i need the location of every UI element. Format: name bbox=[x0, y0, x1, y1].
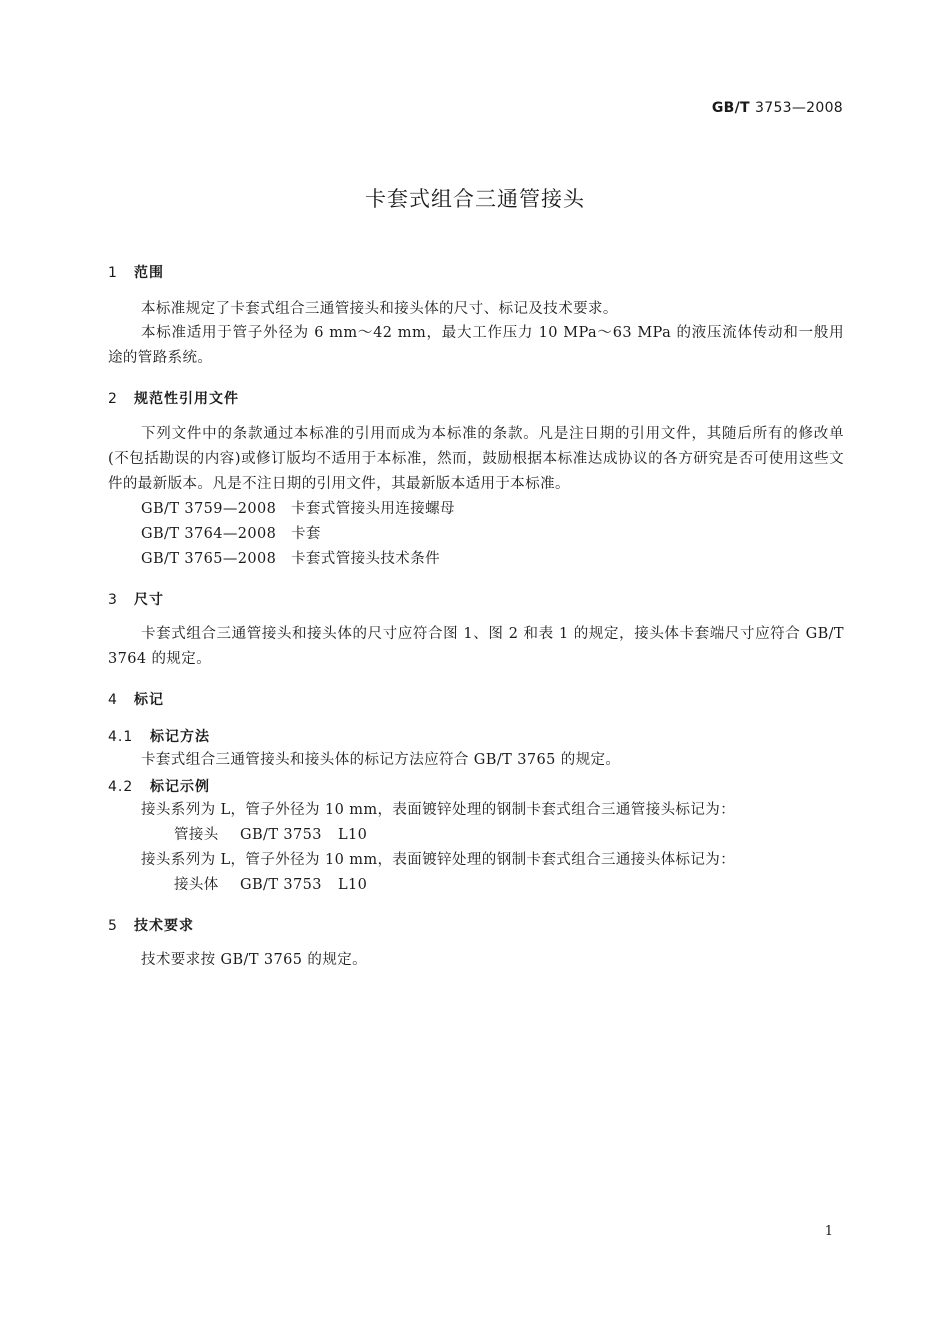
section-title: 技术要求 bbox=[134, 918, 194, 934]
marking-label: 接头体 bbox=[174, 877, 219, 893]
marking-standard: GB/T 3753 bbox=[240, 877, 322, 893]
section-title: 标记示例 bbox=[150, 779, 210, 795]
section-5-heading bbox=[108, 915, 194, 935]
marking-example-1-description: 接头系列为 L，管子外径为 10 mm，表面镀锌处理的钢制卡套式组合三通管接头标记为： bbox=[141, 802, 736, 818]
section-3-paragraph-1: 卡套式组合三通管接头和接头体的尺寸应符合图 1、图 2 和表 1 的规定，接头体卡套端尺寸应符合 GB/T 3764 的规定。 bbox=[108, 626, 844, 667]
section-4-heading bbox=[108, 689, 164, 709]
marking-example-1 bbox=[174, 823, 367, 844]
reference-item bbox=[141, 522, 321, 543]
marking-code: L10 bbox=[338, 877, 368, 893]
reference-code: GB/T 3764—2008 bbox=[141, 526, 277, 542]
section-number: 4 bbox=[108, 692, 118, 708]
section-3-heading bbox=[108, 589, 164, 609]
reference-code: GB/T 3765—2008 bbox=[141, 551, 277, 567]
standard-prefix: GB/T bbox=[711, 100, 750, 116]
section-number: 1 bbox=[108, 265, 118, 281]
standard-code bbox=[712, 100, 843, 116]
section-1-paragraph-1: 本标准规定了卡套式组合三通管接头和接头体的尺寸、标记及技术要求。 bbox=[141, 301, 618, 317]
marking-example-2-description: 接头系列为 L，管子外径为 10 mm，表面镀锌处理的钢制卡套式组合三通接头体标记为： bbox=[141, 852, 736, 868]
section-2-paragraph-1: 下列文件中的条款通过本标准的引用而成为本标准的条款。凡是注日期的引用文件，其随后所有的修改单(不包括勘误的内容)或修订版均不适用于本标准，然而，鼓励根据本标准达成协议的各方研究是否可使用这些文件的最新版本。凡是不注日期的引用文件，其最新版本适用于本标准。 bbox=[108, 426, 844, 492]
reference-code: GB/T 3759—2008 bbox=[141, 501, 277, 517]
reference-item bbox=[141, 497, 455, 518]
section-2-heading bbox=[108, 388, 239, 408]
section-title: 规范性引用文件 bbox=[134, 391, 239, 407]
section-1-heading bbox=[108, 262, 164, 282]
page-number: 1 bbox=[824, 1224, 833, 1239]
marking-label: 管接头 bbox=[174, 827, 219, 843]
section-number: 5 bbox=[108, 918, 118, 934]
section-number: 2 bbox=[108, 391, 118, 407]
section-4-1-paragraph: 卡套式组合三通管接头和接头体的标记方法应符合 GB/T 3765 的规定。 bbox=[141, 752, 621, 768]
section-number: 4.2 bbox=[108, 779, 134, 795]
section-title: 标记 bbox=[134, 692, 164, 708]
section-title: 尺寸 bbox=[134, 592, 164, 608]
section-5-paragraph-1: 技术要求按 GB/T 3765 的规定。 bbox=[141, 952, 368, 968]
section-4-2-heading bbox=[108, 776, 210, 796]
marking-example-2 bbox=[174, 873, 367, 894]
section-title: 标记方法 bbox=[150, 729, 210, 745]
document-title: 卡套式组合三通管接头 bbox=[365, 187, 585, 211]
section-title: 范围 bbox=[134, 265, 164, 281]
reference-item bbox=[141, 547, 440, 568]
marking-standard: GB/T 3753 bbox=[240, 827, 322, 843]
section-number: 3 bbox=[108, 592, 118, 608]
reference-title: 卡套式管接头用连接螺母 bbox=[291, 501, 455, 517]
marking-code: L10 bbox=[338, 827, 368, 843]
section-1-paragraph-2: 本标准适用于管子外径为 6 mm～42 mm，最大工作压力 10 MPa～63 MPa 的液压流体传动和一般用途的管路系统。 bbox=[108, 325, 844, 366]
reference-title: 卡套式管接头技术条件 bbox=[291, 551, 440, 567]
reference-title: 卡套 bbox=[291, 526, 321, 542]
section-4-1-heading bbox=[108, 726, 210, 746]
section-number: 4.1 bbox=[108, 729, 134, 745]
standard-number: 3753—2008 bbox=[755, 100, 843, 116]
